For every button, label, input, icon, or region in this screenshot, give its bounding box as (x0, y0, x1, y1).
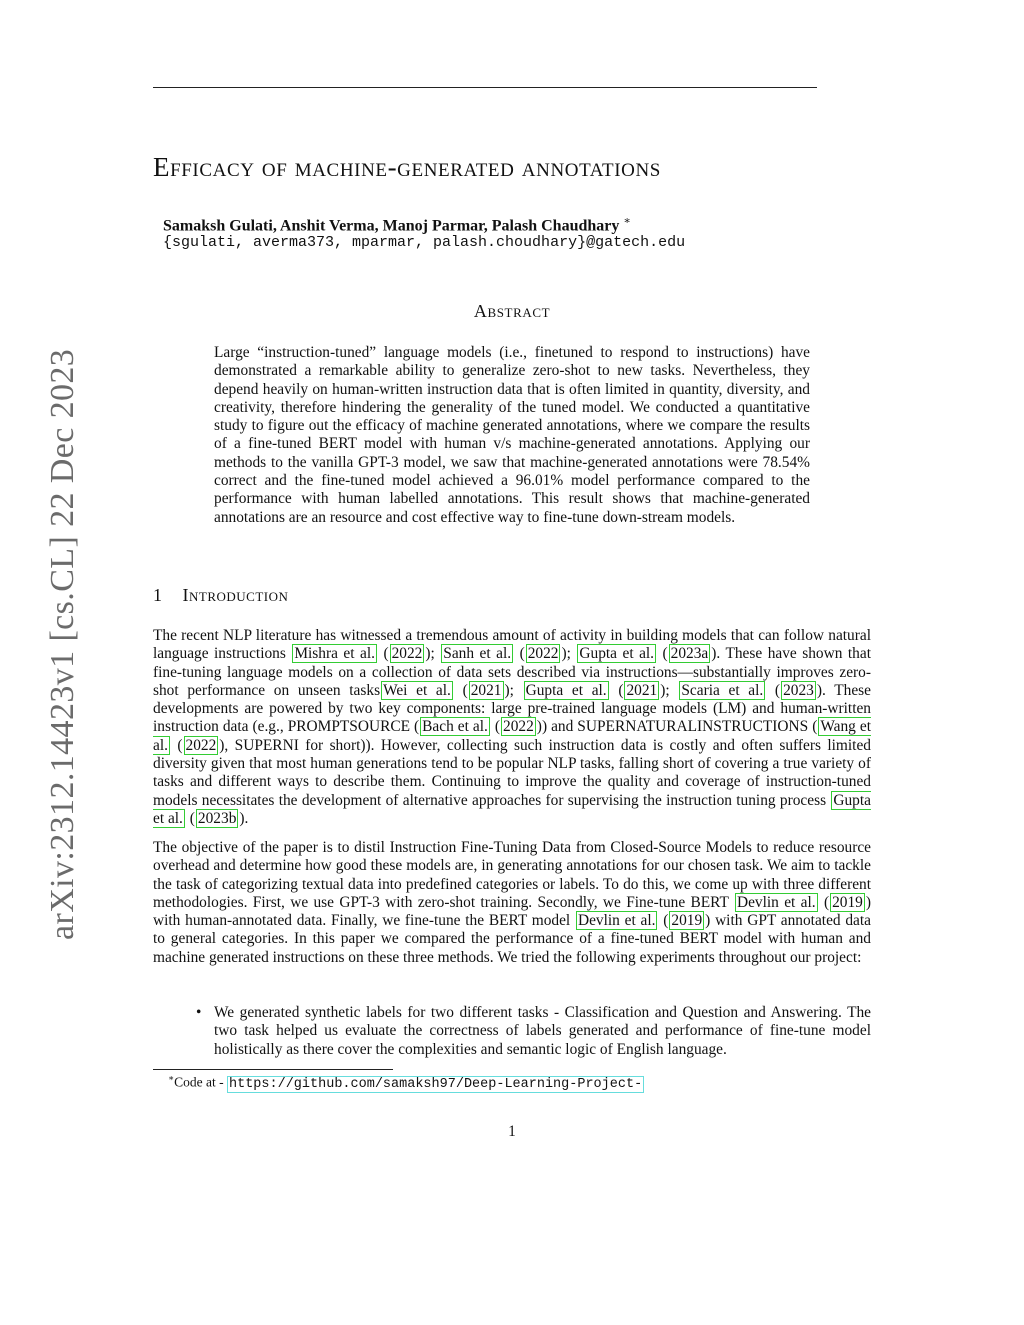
text-run: . These developments are powered by two key components: large pre-trained language models (LM) and human-written instruction data (e.g., PROMPTSOURCE ( (153, 681, 871, 736)
citation-link[interactable]: Mishra et al. (294, 645, 375, 663)
section-number: 1 (153, 585, 163, 605)
code-url-link[interactable]: https://github.com/samaksh97/Deep-Learning-Project- (229, 1076, 643, 1092)
section-heading-introduction (153, 585, 288, 606)
abstract-text: Large “instruction-tuned” language models (i.e., finetuned to respond to instructions) have demonstrated a remarkable ability to generalize zero-shot to new tasks. Nevertheless, they depend heavily on human-written instruction data that is often limited in quantity, diversity, and creativity, therefore hindering the generality of the tuned model. We conducted a quantitative study to figure out the efficacy of machine generated annotations, where we compare the results of a fine-tuned BERT model with human v/s machine-generated annotations. Applying our methods to the vanilla GPT-3 model, we saw that machine-generated annotations were 78.54% correct and the fine-tuned model achieved a 96.01% model performance compared to the performance with human labelled annotations. This result shows that machine-generated annotations are an resource and cost effective way to fine-tune down-stream models. (214, 344, 810, 526)
citation-link[interactable]: Gupta et al. (579, 645, 655, 663)
text-run: ; (566, 645, 577, 663)
page-number: 1 (508, 1123, 516, 1140)
citation-link[interactable]: Devlin et al. (736, 893, 816, 911)
citation-year-link[interactable]: 2022 (185, 736, 217, 754)
footnote (168, 1073, 644, 1092)
list-item (196, 1004, 871, 1059)
citation-year-link[interactable]: 2019 (832, 893, 863, 911)
citation-link[interactable]: Wang et al. (153, 718, 871, 754)
citation-link[interactable]: Gupta et al. (525, 681, 607, 699)
text-run: with GPT annotated data to general categories. In this paper we compared the performance of a fine-tuned BERT model with human and machine generated instructions on these three methods. We tried the following experiments throughout our project: (153, 912, 871, 966)
text-run: ) and SUPERNATURALINSTRUCTIONS ( (541, 718, 818, 736)
citation-link[interactable]: Wei et al. (383, 681, 451, 699)
author-footnote-mark[interactable]: ∗ (623, 215, 631, 227)
intro-paragraph-1: The recent NLP literature has witnessed a tremendous amount of activity in building models that can follow natural language instructions Mishra et al. ( 2022 ); Sanh et al. ( 2022 ); Gupta et al. ( 2023a ). These have shown that fine-tuning language models on a collection of data sets described via instructions—substantially improves zero-shot performance on unseen tasks Wei et al. ( 2021 ); Gupta et al. ( 2021 ); Scaria et al. ( 2023 ). These developments are powered by two key components: large pre-trained language models (LM) and human-written instruction data (e.g., PROMPTSOURCE ( Bach et al. ( 2022 )) and SUPERNATURALINSTRUCTIONS ( Wang et al. ( 2022 ), SUPERNI for short)). However, collecting such instruction data is costly and often suffers limited diversity given that most human generations tend to be popular NLP tasks, falling short of covering a true variety of tasks and different ways to describe them. Continuing to improve the quality and coverage of instruction-tuned models necessitates the development of alternative approaches for supervising the instruction tuning process Gupta et al. ( 2023b ). (153, 627, 871, 827)
section-title: Introduction (182, 585, 289, 605)
citation-year-link[interactable]: 2023b (197, 809, 237, 827)
citation-link[interactable]: Scaria et al. (681, 681, 764, 699)
footnote-prefix: Code at - (174, 1074, 227, 1090)
citation-year-link[interactable]: 2022 (391, 645, 423, 663)
bullet-icon: • (196, 1004, 202, 1021)
citation-link[interactable]: Gupta et al. (153, 791, 871, 827)
citation-year-link[interactable]: 2019 (671, 912, 703, 930)
text-run: ; (430, 645, 441, 663)
text-run: . These have shown that fine-tuning language models on a collection of data sets described via instructions—substantially improves zero-shot performance on unseen tasks (153, 645, 871, 699)
footnote-mark: ∗ (168, 1073, 175, 1083)
author-emails: {sgulati, averma373, mparmar, palash.choudhary}@gatech.edu (163, 234, 686, 251)
citation-link[interactable]: Sanh et al. (443, 645, 512, 663)
text-run: ; (665, 681, 679, 699)
text-run: The recent NLP literature has witnessed a tremendous amount of activity in building models that can follow natural language instructions (153, 627, 871, 663)
abstract-heading: Abstract (473, 301, 551, 321)
footnote-rule (153, 1069, 393, 1070)
citation-year-link[interactable]: 2023a (670, 645, 709, 663)
citation-year-link[interactable]: 2021 (626, 681, 658, 699)
author-list (163, 214, 631, 235)
header-rule (153, 87, 817, 88)
citation-year-link[interactable]: 2021 (470, 681, 502, 699)
text-run: with human-annotated data. Finally, we fine-tune the BERT model (153, 912, 575, 930)
experiment-list (196, 1004, 871, 1059)
text-run: , SUPERNI for short)). However, collecting such instruction data is costly and often suffers limited diversity given that most human generations tend to be popular NLP tasks, falling short of covering a true variety of tasks and different ways to describe them. Continuing to improve the quality and coverage of instruction-tuned models necessitates the development of alternative approaches for supervising the instruction tuning process (153, 736, 871, 809)
citation-year-link[interactable]: 2022 (527, 645, 559, 663)
list-item-text: We generated synthetic labels for two different tasks - Classification and Question and Answering. The two task helped us evaluate the correctness of labels generated and performance of fine-tune model holistically as there cover the complexities and semantic logic of English language. (214, 1004, 871, 1058)
arxiv-identifier[interactable]: arXiv:2312.14423v1 [cs.CL] 22 Dec 2023 (44, 348, 81, 940)
citation-link[interactable]: Bach et al. (422, 718, 488, 736)
text-run: ; (509, 681, 523, 699)
citation-link[interactable]: Devlin et al. (577, 912, 656, 930)
citation-year-link[interactable]: 2023 (783, 681, 814, 699)
intro-paragraph-2: The objective of the paper is to distil Instruction Fine-Tuning Data from Closed-Source Models to reduce resource overhead and determine how good these models are, in generating annotations for our chosen task. We aim to tackle the task of categorizing textual data into predefined categories or labels. To do this, we come up with three different methodologies. First, we use GPT-3 with zero-shot training. Secondly, we Fine-tune BERT Devlin et al. ( 2019 ) with human-annotated data. Finally, we fine-tune the BERT model Devlin et al. ( 2019 ) with GPT annotated data to general categories. In this paper we compared the performance of a fine-tuned BERT model with human and machine generated instructions on these three methods. We tried the following experiments throughout our project: (153, 839, 871, 966)
citation-year-link[interactable]: 2022 (503, 718, 534, 736)
text-run: The objective of the paper is to distil Instruction Fine-Tuning Data from Closed-Source Models to reduce resource overhead and determine how good these models are, in generating annotations for our chosen task. We aim to tackle the task of categorizing textual data into predefined categories or labels. To do this, we come up with three different methodologies. First, we use GPT-3 with zero-shot training. Secondly, we Fine-tune BERT (153, 839, 871, 911)
text-run: . (244, 809, 249, 827)
paper-title: Efficacy of machine-generated annotations (153, 152, 661, 182)
author-names: Samaksh Gulati, Anshit Verma, Manoj Parmar, Palash Chaudhary (163, 217, 620, 235)
